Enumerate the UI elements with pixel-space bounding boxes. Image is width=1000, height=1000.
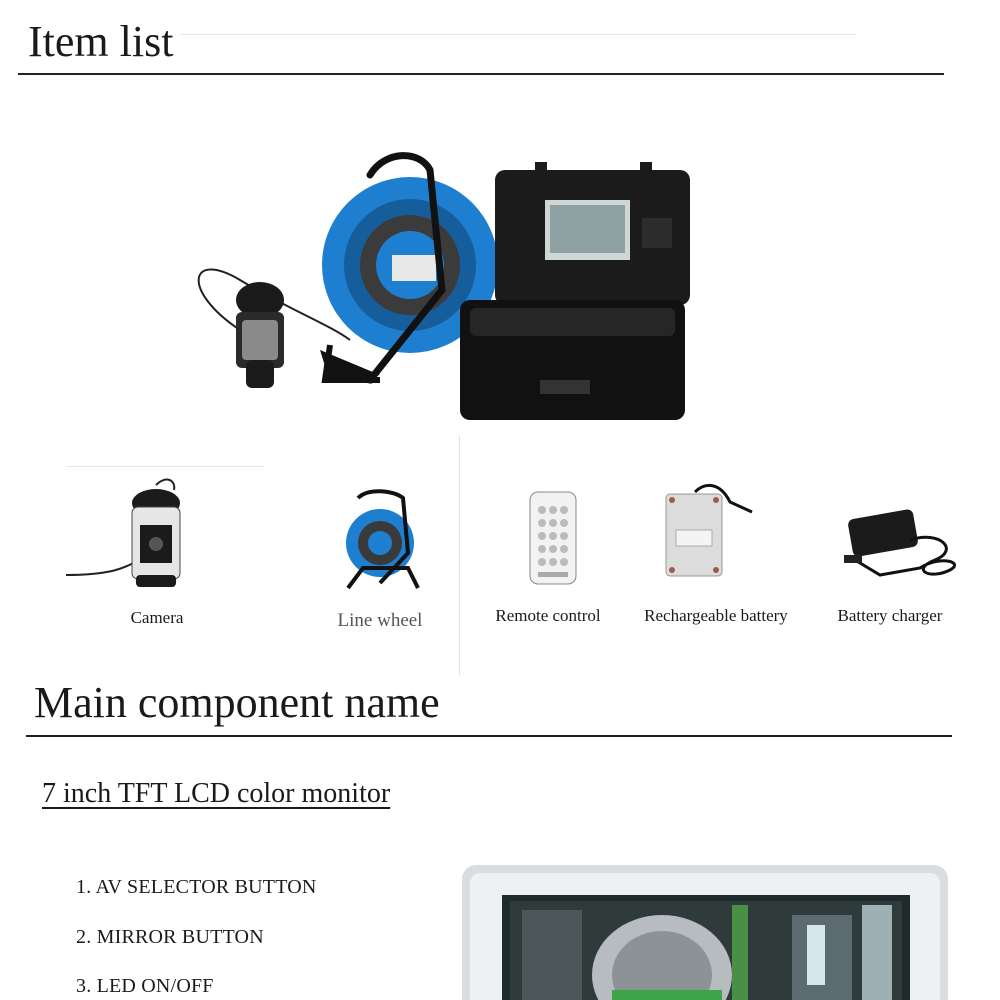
item-label-line-wheel: Line wheel	[337, 610, 423, 631]
line-wheel-thumbnail	[338, 488, 428, 593]
main-component-divider	[26, 735, 952, 737]
remote-control-thumbnail	[528, 490, 578, 586]
monitor-case-icon	[460, 162, 690, 420]
camera-hairline	[66, 466, 264, 467]
monitor-photo	[462, 865, 948, 1000]
battery-thumbnail	[660, 482, 760, 582]
button-list-item: 1. AV SELECTOR BUTTON	[76, 876, 317, 898]
item-label-rechargeable-battery: Rechargeable battery	[644, 606, 788, 625]
monitor-title: 7 inch TFT LCD color monitor	[42, 778, 391, 809]
column-separator	[459, 435, 460, 675]
button-list-item: 2. MIRROR BUTTON	[76, 926, 264, 948]
item-label-camera: Camera	[130, 608, 184, 627]
item-list-divider	[18, 73, 944, 75]
item-list-heading: Item list	[28, 17, 174, 66]
item-label-battery-charger: Battery charger	[837, 606, 943, 625]
button-list-item: 3. LED ON/OFF	[76, 975, 214, 997]
main-component-heading: Main component name	[34, 678, 440, 727]
kit-overview-photo	[180, 150, 700, 440]
charger-thumbnail	[840, 500, 960, 590]
camera-thumbnail	[66, 475, 206, 595]
camera-icon	[236, 282, 284, 388]
header-hairline	[180, 34, 856, 35]
item-label-remote-control: Remote control	[495, 606, 601, 625]
